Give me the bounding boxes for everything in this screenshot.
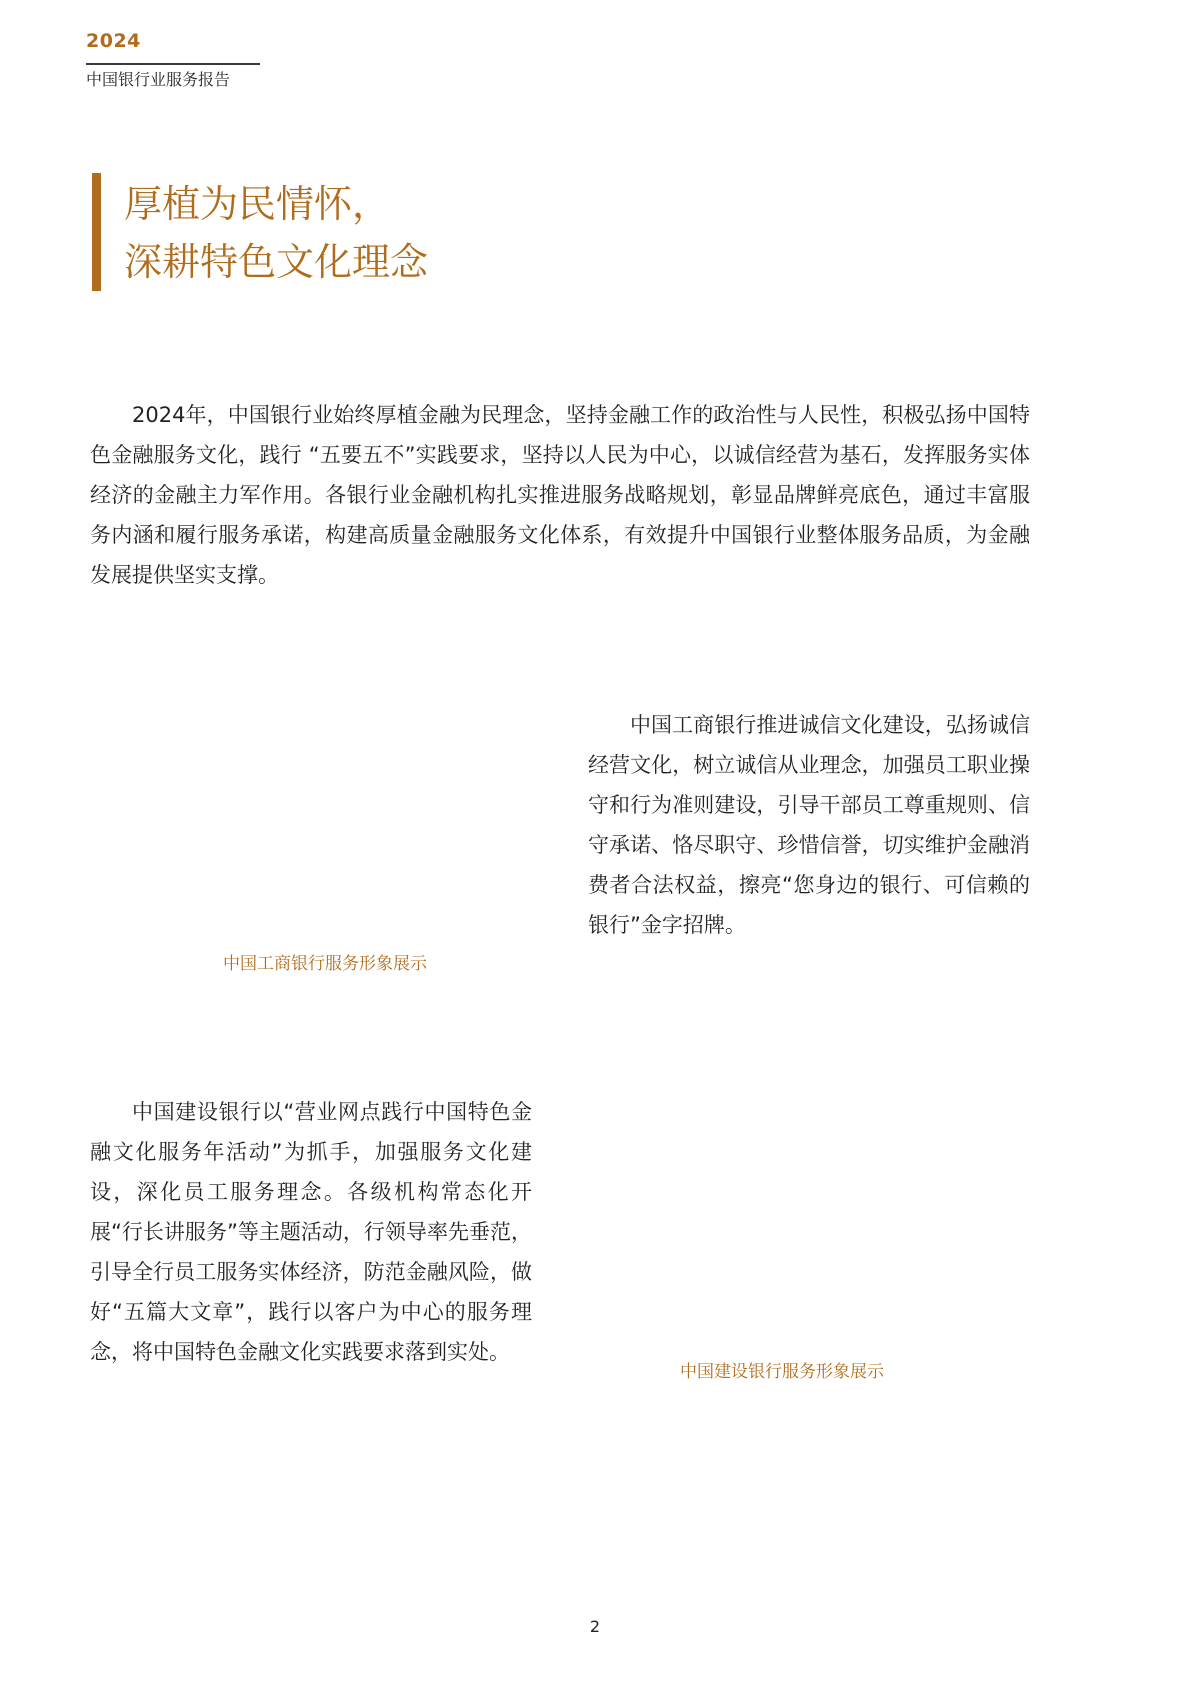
ccb-paragraph: 中国建设银行以“营业网点践行中国特色金融文化服务年活动”为抓手，加强服务文化建设，深化员工服务理念。各级机构常态化开展“行长讲服务”等主题活动，行领导率先垂范，引导全行员工服务实体经济，防范金融风险，做好“五篇大文章”，践行以客户为中心的服务理念，将中国特色金融文化实践要求落到实处。 [90,1100,532,1364]
icbc-image-caption: 中国工商银行服务形象展示 [223,954,427,974]
header-divider [86,63,260,65]
icbc-service-image [90,655,560,935]
header-report-title: 中国银行业服务报告 [86,70,231,89]
section-title-line-2: 深耕特色文化理念 [124,240,429,284]
intro-paragraph: 2024年，中国银行业始终厚植金融为民理念，坚持金融工作的政治性与人民性，积极弘扬中国特色金融服务文化，践行 “五要五不”实践要求，坚持以人民为中心，以诚信经营为基石，发挥服务实体经济的金融主力军作用。各银行业金融机构扎实推进服务战略规划，彰显品牌鲜亮底色，通过丰富服务内涵和履行服务承诺，构建高质量金融服务文化体系，有效提升中国银行业整体服务品质，为金融发展提供坚实支撑。 [90,403,1030,587]
section-title [124,175,428,291]
icbc-paragraph: 中国工商银行推进诚信文化建设，弘扬诚信经营文化，树立诚信从业理念，加强员工职业操守和行为准则建设，引导干部员工尊重规则、信守承诺、恪尽职守、珍惜信誉，切实维护金融消费者合法权益，擦亮“您身边的银行、可信赖的银行”金字招牌。 [588,713,1030,937]
header-year: 2024 [86,30,141,52]
page-number: 2 [589,1617,601,1636]
ccb-service-image [588,1080,1030,1340]
section-title-line-1: 厚植为民情怀， [124,182,391,226]
ccb-image-caption: 中国建设银行服务形象展示 [680,1362,884,1382]
section-title-accent-bar [92,173,101,291]
